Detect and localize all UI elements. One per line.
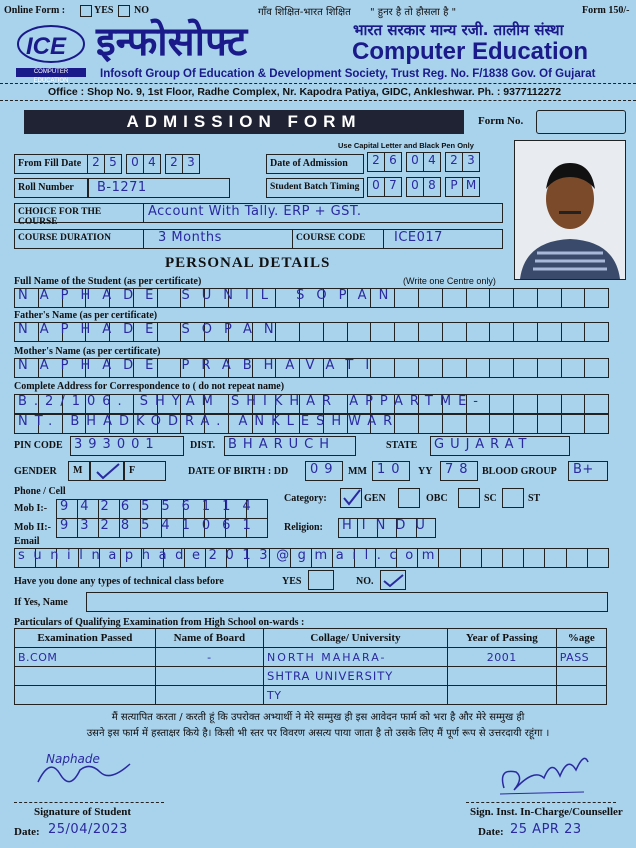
pen-note: Use Capital Letter and Black Pen Only	[338, 141, 474, 150]
header-exam: Examination Passed	[15, 629, 156, 648]
email-label: Email	[14, 536, 40, 547]
gender-label: GENDER	[14, 466, 57, 477]
gender-f-box[interactable]: F	[124, 461, 166, 481]
batch-cell[interactable]: 0	[367, 177, 385, 197]
dob-dd-field[interactable]: 09	[305, 461, 343, 481]
table-cell[interactable]	[155, 686, 263, 705]
pin-field[interactable]: 393001	[70, 436, 184, 456]
category-gen-checkbox[interactable]	[340, 488, 362, 508]
date-cell[interactable]: 2	[165, 154, 183, 174]
incharge-date: 25 APR 23	[510, 822, 582, 837]
declaration-line-1: मैं सत्यापित करता / करती हूं कि उपरोक्त अभ्यार्थी ने मेरे सम्मुख ही इस आवेदन फार्म को भरा है और मेरे सम्मुख ही	[111, 712, 525, 723]
sc-label: SC	[484, 493, 497, 504]
mob2-value: 9328541061	[60, 518, 263, 533]
full-name-value: NAPHADE SUNIL SOPAN	[18, 288, 401, 303]
state-label: STATE	[386, 440, 418, 451]
form-fee: Form 150/-	[582, 5, 630, 16]
table-cell[interactable]	[447, 667, 556, 686]
batch-cell[interactable]: 8	[423, 177, 441, 197]
yes-label: YES	[94, 5, 114, 16]
declaration	[18, 710, 618, 742]
duration-label-box: COURSE DURATION	[14, 229, 144, 249]
table-cell[interactable]: SHTRA UNIVERSITY	[264, 667, 448, 686]
student-photo	[514, 140, 626, 280]
tech-yes-label: YES	[282, 576, 302, 587]
personal-details-heading: PERSONAL DETAILS	[165, 255, 331, 271]
student-date-label: Date:	[14, 826, 40, 838]
table-row[interactable]	[15, 667, 607, 686]
brand-hindi: इन्फोसोफ्ट	[96, 19, 248, 65]
technical-class-question: Have you done any types of technical class before	[14, 576, 224, 587]
pin-label: PIN CODE	[14, 440, 63, 451]
table-cell[interactable]	[556, 686, 606, 705]
declaration-line-2: उसने इस फार्म में हस्ताक्षर किये है। किसी भी स्तर पर विवरण असत्य पाया जाता है तो उसके लिए मैं पूर्ण रूप से उत्तरदायी रहूंगा ।	[86, 728, 550, 739]
code-label-box: COURSE CODE	[292, 229, 384, 249]
tick-icon	[381, 571, 405, 589]
table-cell[interactable]: 2001	[447, 648, 556, 667]
ice-logo	[16, 22, 86, 84]
table-cell[interactable]	[556, 667, 606, 686]
mm-label: MM	[348, 466, 367, 477]
yy-label: YY	[418, 466, 433, 477]
qualification-table	[14, 628, 607, 705]
form-no-label: Form No.	[478, 115, 524, 127]
fill-date-cells[interactable]	[88, 154, 200, 174]
mob1-label: Mob I:-	[14, 503, 48, 514]
religion-value: HINDU	[342, 518, 435, 533]
duration-field[interactable]: 3 Months	[143, 229, 293, 249]
email-value: sunilnaphade2013@gmail.com	[18, 548, 444, 563]
date-cell[interactable]: 2	[367, 152, 385, 172]
batch-cells[interactable]	[368, 177, 480, 197]
date-cell[interactable]: 6	[384, 152, 402, 172]
date-cell[interactable]: 2	[445, 152, 463, 172]
table-cell[interactable]	[155, 667, 263, 686]
gen-label: GEN	[364, 493, 386, 504]
mother-name-label: Mother's Name (as per certificate)	[14, 346, 161, 357]
admission-date-cells[interactable]	[368, 152, 480, 172]
svg-text:ICE: ICE	[26, 33, 67, 60]
religion-label: Religion:	[284, 522, 323, 533]
date-cell[interactable]: 0	[126, 154, 144, 174]
mob2-label: Mob II:-	[14, 522, 51, 533]
obc-label: OBC	[426, 493, 448, 504]
table-cell[interactable]	[15, 667, 156, 686]
address-line-1: B.2/106. SHYAM SHIKHAR APPARTME-	[18, 394, 485, 409]
admission-label-box: Date of Admission	[266, 154, 364, 174]
gender-m-checkbox[interactable]	[90, 461, 124, 481]
date-cell[interactable]: 4	[143, 154, 161, 174]
brand-english: Computer Education	[352, 38, 589, 65]
date-cell[interactable]: 4	[423, 152, 441, 172]
batch-cell[interactable]: M	[462, 177, 480, 197]
yes-checkbox[interactable]	[80, 5, 92, 17]
header-board: Name of Board	[155, 629, 263, 648]
dob-mm-field[interactable]: 10	[372, 461, 410, 481]
date-cell[interactable]: 5	[104, 154, 122, 174]
student-signature: Naphade	[30, 752, 140, 792]
table-row[interactable]	[15, 648, 607, 667]
student-signature-label: Signature of Student	[34, 806, 131, 818]
table-cell[interactable]: PASS	[556, 648, 606, 667]
tech-yes-checkbox[interactable]	[308, 570, 334, 590]
phone-label: Phone / Cell	[14, 486, 66, 497]
header-percentage: %age	[556, 629, 606, 648]
table-cell[interactable]: -	[155, 648, 263, 667]
tech-no-label: NO.	[356, 576, 374, 587]
batch-cell[interactable]: P	[445, 177, 463, 197]
table-cell[interactable]	[447, 686, 556, 705]
category-sc-checkbox[interactable]	[458, 488, 480, 508]
header-university: Collage/ University	[264, 629, 448, 648]
dob-yy-field[interactable]: 78	[440, 461, 478, 481]
date-cell[interactable]: 2	[87, 154, 105, 174]
online-form-label: Online Form :	[4, 5, 66, 16]
course-choice-field[interactable]: Account With Tally. ERP + GST.	[143, 203, 503, 223]
address-line-2: NT. BHADKODRA. ANKLESHWAR	[18, 414, 400, 429]
category-st-checkbox[interactable]	[502, 488, 524, 508]
incharge-signature-label: Sign. Inst. In-Charge/Counseller	[470, 806, 623, 818]
signature-scribble-icon	[494, 748, 594, 800]
date-cell[interactable]: 3	[182, 154, 200, 174]
date-cell[interactable]: 3	[462, 152, 480, 172]
address-label: Complete Address for Correspondence to ( do not repeat name)	[14, 381, 285, 392]
office-address: Office : Shop No. 9, 1st Floor, Radhe Complex, Nr. Kapodra Patiya, GIDC, Ankleshwar. Ph. : 9377112272	[48, 86, 562, 98]
gov-recognition: भारत सरकार मान्य रजी. तालीम संस्था	[353, 21, 564, 39]
table-row[interactable]	[15, 686, 607, 705]
student-date: 25/04/2023	[48, 822, 128, 837]
if-yes-field[interactable]	[86, 592, 608, 612]
category-label: Category:	[284, 493, 327, 504]
incharge-date-label: Date:	[478, 826, 504, 838]
blood-group-label: BLOOD GROUP	[482, 466, 557, 477]
if-yes-label: If Yes, Name	[14, 597, 68, 608]
dist-field[interactable]: BHARUCH	[224, 436, 356, 456]
no-label: NO	[134, 5, 149, 16]
roll-number-field[interactable]: B-1271	[88, 178, 230, 198]
motto: " हुनर है तो हौसला है "	[370, 7, 457, 18]
mother-name-value: NAPHADE PRABHAVATI	[18, 358, 382, 373]
particulars-label: Particulars of Qualifying Examination from High School on-wards :	[14, 617, 305, 628]
write-note: (Write one Centre only)	[403, 276, 496, 286]
code-field[interactable]: ICE017	[383, 229, 503, 249]
full-name-label: Full Name of the Student (as per certificate)	[14, 276, 202, 287]
fill-date-label-box: From Fill Date	[14, 154, 88, 174]
logo-subtitle: COMPUTER EDUCATION	[16, 68, 86, 77]
batch-label-box: Student Batch Timing	[266, 178, 364, 198]
table-cell[interactable]: NORTH MAHARA-	[264, 648, 448, 667]
father-name-value: NAPHADE SOPAN	[18, 322, 286, 337]
batch-cell[interactable]: 7	[384, 177, 402, 197]
batch-cell[interactable]: 0	[406, 177, 424, 197]
st-label: ST	[528, 493, 541, 504]
incharge-signature	[494, 748, 594, 800]
blood-group-field[interactable]: B+	[568, 461, 608, 481]
course-choice-label-box: CHOICE FOR THE COURSE	[14, 203, 144, 223]
tick-icon	[341, 489, 361, 507]
form-no-field[interactable]	[536, 110, 626, 134]
table-cell[interactable]	[15, 686, 156, 705]
header-year: Year of Passing	[447, 629, 556, 648]
state-field[interactable]: GUJARAT	[430, 436, 570, 456]
father-name-label: Father's Name (as per certificate)	[14, 310, 158, 321]
person-photo-icon	[515, 141, 625, 279]
roll-label-box: Roll Number	[14, 178, 88, 198]
category-obc-checkbox[interactable]	[398, 488, 420, 508]
hindi-tagline: गाँव शिक्षित-भारत शिक्षित	[258, 7, 351, 18]
tech-no-checkbox[interactable]	[380, 570, 406, 590]
society-line: Infosoft Group Of Education & Development Society, Trust Reg. No. F/1838 Gov. Of Gujarat	[100, 68, 596, 80]
table-header-row	[15, 629, 607, 648]
table-cell[interactable]: TY	[264, 686, 448, 705]
dob-label: DATE OF BIRTH : DD	[188, 466, 289, 477]
tick-icon	[91, 462, 123, 480]
gender-m-box[interactable]: M	[68, 461, 90, 481]
dist-label: DIST.	[190, 440, 216, 451]
table-cell[interactable]: B.COM	[15, 648, 156, 667]
mob1-value: 9426556114	[60, 499, 263, 514]
date-cell[interactable]: 0	[406, 152, 424, 172]
form-title: ADMISSION FORM	[24, 110, 464, 134]
